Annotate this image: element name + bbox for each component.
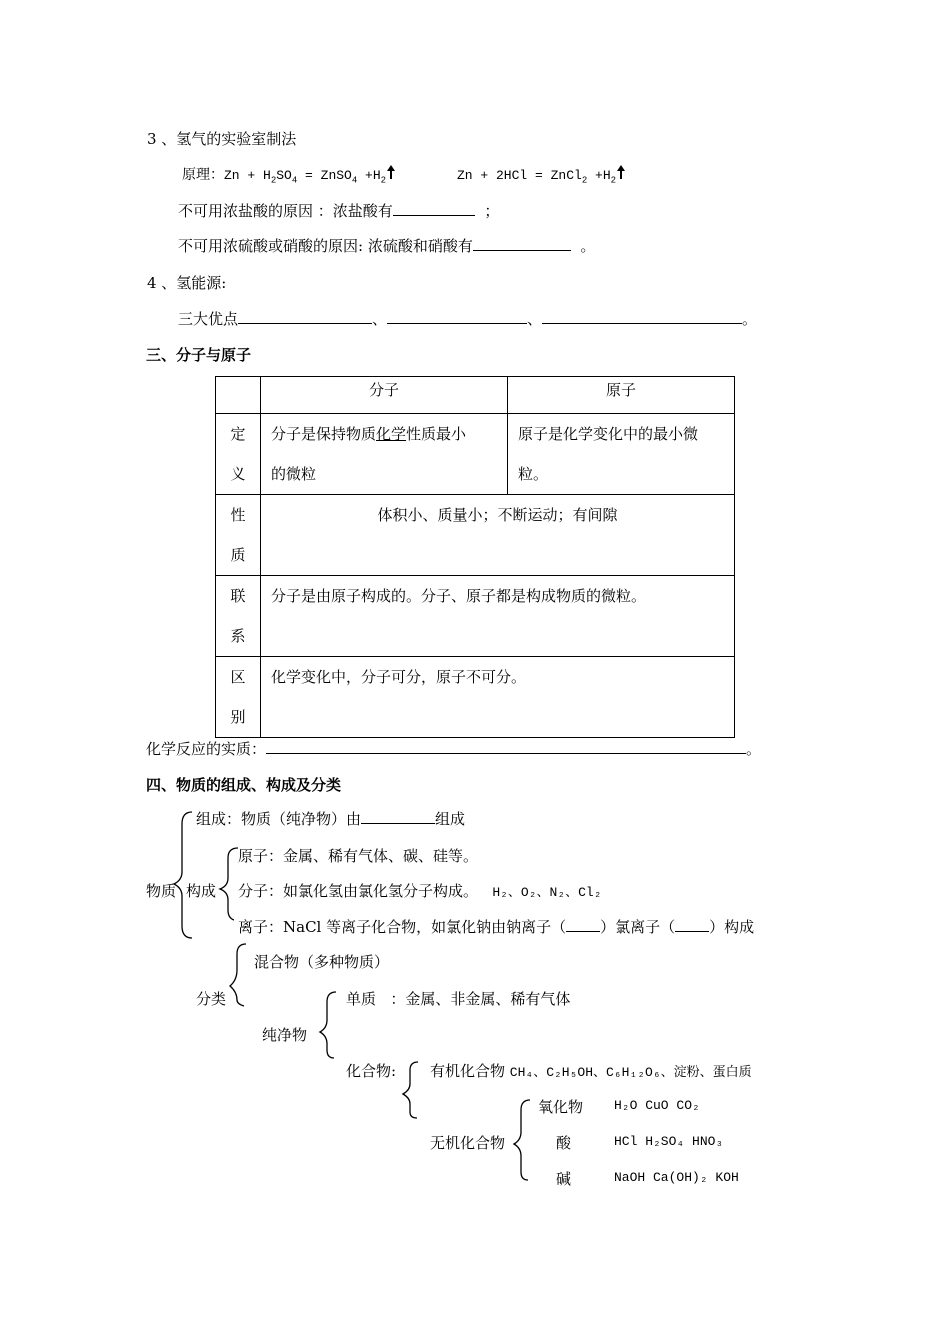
reaction-essence-line: 化学反应的实质： 。 (146, 740, 762, 758)
inorganic-label: 无机化合物 (430, 1134, 506, 1152)
relation-text: 分子是由原子构成的。分子、原子都是构成物质的微粒。 (261, 576, 735, 657)
brace-pure (320, 992, 336, 1058)
row-head-properties: 性 质 (216, 495, 261, 576)
blank-chloride-ion[interactable] (675, 917, 709, 932)
brace-structure (220, 848, 238, 920)
organic-line: 有机化合物 CH₄、C₂H₅OH、C₆H₁₂O₆、淀粉、蛋白质 (430, 1062, 752, 1080)
oxide-examples: H₂O CuO CO₂ (614, 1098, 700, 1113)
brace-compound (403, 1062, 418, 1118)
advantages-line: 三大优点 、 、 。 (178, 310, 758, 328)
mixture-line: 混合物（多种物质） (254, 953, 390, 971)
molecule-line: 分子：如氯化氢由氯化氢分子构成。 H₂、O₂、N₂、Cl₂ (238, 882, 602, 900)
substance-label: 物质 (146, 882, 177, 900)
oxide-label: 氧化物 (538, 1098, 584, 1116)
brace-classification (230, 944, 246, 1006)
properties-text: 体积小、质量小；不断运动；有间隙 (261, 495, 735, 576)
atom-line: 原子：金属、稀有气体、碳、硅等。 (238, 847, 479, 865)
section-4-heading: 4 、氢能源: (147, 274, 227, 292)
acid-examples: HCl H₂SO₄ HNO₃ (614, 1134, 724, 1149)
compound-label: 化合物: (346, 1062, 397, 1080)
organic-examples: CH₄、C₂H₅OH、C₆H₁₂O₆、淀粉、蛋白质 (509, 1065, 752, 1080)
blank-composition[interactable] (361, 809, 435, 824)
pure-substance-label: 纯净物 (262, 1026, 308, 1044)
molecule-definition: 分子是保持物质化学性质最小 的微粒 (261, 414, 508, 495)
section-3-heading: 3 、氢气的实验室制法 (147, 130, 297, 148)
acid-label: 酸 (556, 1134, 572, 1152)
col-header-atom: 原子 (508, 377, 735, 414)
molecule-atom-heading: 三、分子与原子 (146, 346, 252, 364)
hcl-reason: 不可用浓盐酸的原因 ：浓盐酸有 ； (178, 202, 500, 220)
composition-line: 组成：物质（纯净物）由 组成 (196, 810, 466, 828)
row-head-relation: 联 系 (216, 576, 261, 657)
ion-line: 离子：NaCl 等离子化合物，如氯化钠由钠离子（ ）氯离子（ ）构成 (238, 918, 755, 936)
brace-inorganic (514, 1100, 530, 1180)
row-head-difference: 区 别 (216, 657, 261, 738)
classification-heading: 四、物质的组成、构成及分类 (146, 776, 342, 794)
col-header-molecule: 分子 (261, 377, 508, 414)
molecule-examples: H₂、O₂、N₂、Cl₂ (492, 885, 602, 900)
difference-text: 化学变化中，分子可分，原子不可分。 (261, 657, 735, 738)
blank-sodium-ion[interactable] (566, 917, 600, 932)
base-label: 碱 (556, 1170, 572, 1188)
base-examples: NaOH Ca(OH)₂ KOH (614, 1170, 739, 1185)
element-line: 单质 ：金属、非金属、稀有气体 (346, 990, 571, 1008)
atom-definition: 原子是化学变化中的最小微 粒。 (508, 414, 735, 495)
h2so4-reason: 不可用浓硫酸或硝酸的原因: 浓硫酸和硝酸有 。 (178, 237, 596, 255)
structure-label: 构成 (186, 882, 217, 900)
classification-label: 分类 (196, 990, 227, 1008)
equation-1: $Zn + H_2SO_4$ = ZnSO$_4$ $+H_2$ (224, 168, 387, 186)
row-head-definition: 定 义 (216, 414, 261, 495)
equation-2: Zn + 2HCl = ZnCl$_2$ $+H_2$ (457, 168, 617, 186)
brace-substance (174, 812, 192, 938)
principle-label: 原理： (182, 167, 224, 183)
